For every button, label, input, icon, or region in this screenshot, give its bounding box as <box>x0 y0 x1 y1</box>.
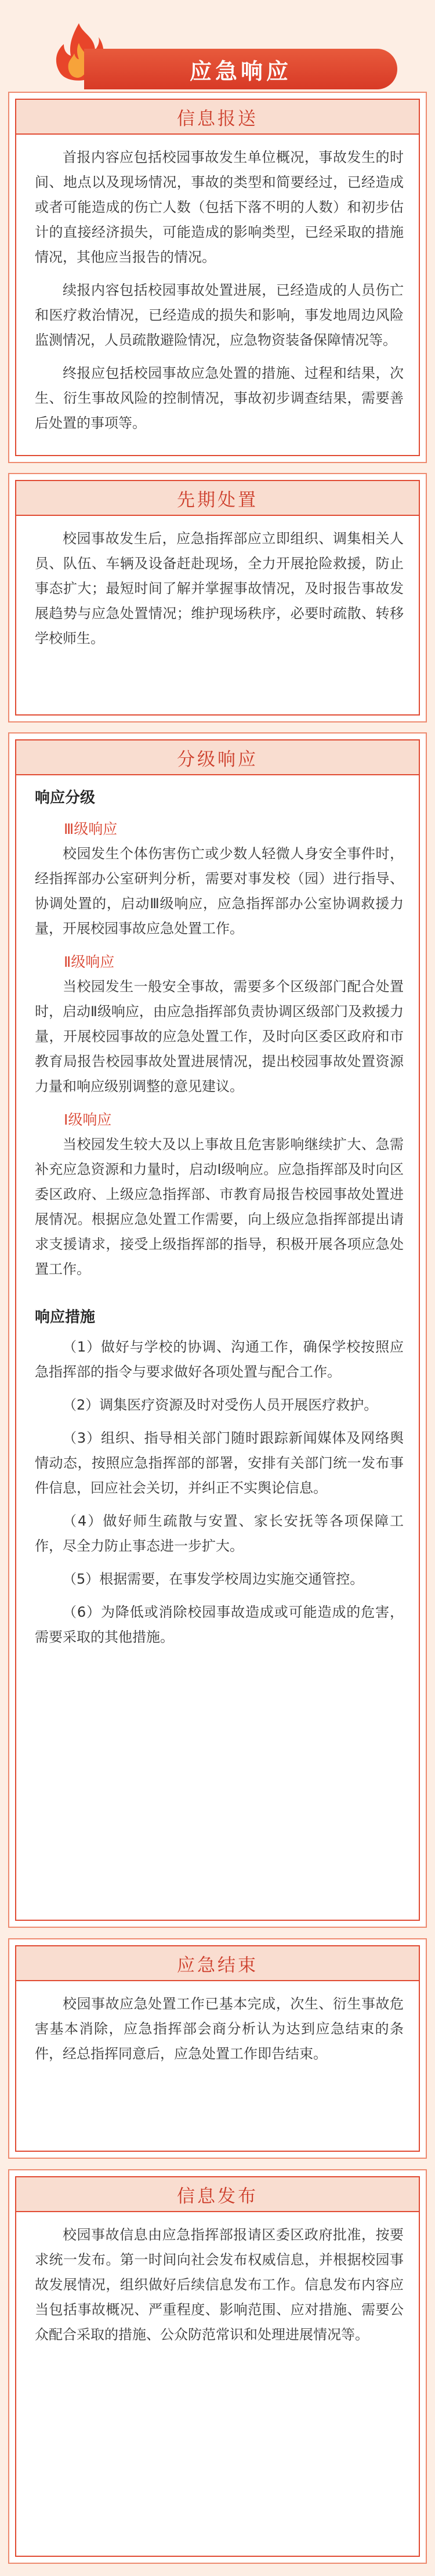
paragraph: 校园事故信息由应急指挥部报请区委区政府批准，按要求统一发布。第一时间向社会发布权威信息，并根据校园事故发展情况，组织做好后续信息发布工作。信息发布内容应当包括事故概况、严重程度、影响范围、应对措施、需要公众配合采取的措施、公众防范常识和处理进展情况等。 <box>35 2227 404 2343</box>
paragraph: 校园事故发生后，应急指挥部应立即组织、调集相关人员、队伍、车辆及设备赶赴现场，全力开展抢险救援，防止事态扩大；最短时间了解并掌握事故情况，及时报告事故发展趋势与应急处置情况；维护现场秩序，必要时疏散、转移学校师生。 <box>35 530 404 646</box>
page-title: 应急响应 <box>84 49 397 89</box>
section-graded-response <box>8 732 427 1928</box>
level-3-title: Ⅲ级响应 <box>64 821 118 837</box>
section-response-end <box>8 1938 427 2159</box>
section-title: 分级响应 <box>16 740 419 775</box>
measure-item: （2）调集医疗资源及时对受伤人员开展医疗救护。 <box>63 1397 378 1413</box>
section-title: 信息发布 <box>16 2177 419 2212</box>
paragraph: 续报内容包括校园事故处置进展，已经造成的人员伤亡和医疗救治情况，已经造成的损失和影响，事发地周边风险监测情况，人员疏散避险情况，应急物资装备保障情况等。 <box>35 282 404 348</box>
measure-item: （1）做好与学校的协调、沟通工作，确保学校按照应急指挥部的指令与要求做好各项处置与配合工作。 <box>35 1339 404 1380</box>
paragraph: 终报应包括校园事故应急处置的措施、过程和结果，次生、衍生事故风险的控制情况，事故初步调查结果，需要善后处置的事项等。 <box>35 365 404 431</box>
level-2-text: 当校园发生一般安全事故，需要多个区级部门配合处置时，启动Ⅱ级响应，由应急指挥部负责协调区级部门及救援力量，开展校园事故的应急处置工作，及时向区委区政府和市教育局报告校园事故处置进展情况，提出校园事故处置资源力量和响应级别调整的意见建议。 <box>35 978 404 1094</box>
paragraph: 首报内容应包括校园事故发生单位概况，事故发生的时间、地点以及现场情况，事故的类型和简要经过，已经造成或者可能造成的伤亡人数（包括下落不明的人数）和初步估计的直接经济损失，可能造成的影响类型，已经采取的措施情况，其他应当报告的情况。 <box>35 149 404 265</box>
level-1-title: Ⅰ级响应 <box>64 1111 112 1128</box>
measure-item: （6）为降低或消除校园事故造成或可能造成的危害，需要采取的其他措施。 <box>35 1604 404 1645</box>
section-title: 应急结束 <box>16 1946 419 1981</box>
section-title: 先期处置 <box>16 481 419 516</box>
level-1-text: 当校园发生较大及以上事故且危害影响继续扩大、急需补充应急资源和力量时，启动Ⅰ级响应。应急指挥部及时向区委区政府、上级应急指挥部、市教育局报告校园事故处置进展情况。根据应急处置工作需要，向上级应急指挥部提出请求支援请求，接受上级指挥部的指导，积极开展各项应急处置工作。 <box>35 1136 404 1277</box>
section-early-response <box>8 473 427 722</box>
measure-item: （3）组织、指导相关部门随时跟踪新闻媒体及网络舆情动态，按照应急指挥部的部署，安排有关部门统一发布事件信息，回应社会关切，并纠正不实舆论信息。 <box>35 1430 404 1496</box>
levels-heading: 响应分级 <box>35 789 96 807</box>
page-header <box>23 16 412 86</box>
level-2-title: Ⅱ级响应 <box>64 953 115 970</box>
measure-item: （5）根据需要，在事发学校周边实施交通管控。 <box>63 1571 364 1587</box>
paragraph: 校园事故应急处置工作已基本完成，次生、衍生事故危害基本消除，应急指挥部会商分析认为达到应急结束的条件，经总指挥同意后，应急处置工作即告结束。 <box>35 1996 404 2062</box>
level-3-text: 校园发生个体伤害伤亡或少数人轻微人身安全事件时，经指挥部办公室研判分析，需要对事发校（园）进行指导、协调处置的，启动Ⅲ级响应，应急指挥部办公室协调救援力量，开展校园事故应急处置工作。 <box>35 846 404 937</box>
section-info-report <box>8 92 427 463</box>
measures-heading: 响应措施 <box>35 1309 96 1326</box>
section-info-release <box>8 2169 427 2564</box>
measure-item: （4）做好师生疏散与安置、家长安抚等各项保障工作，尽全力防止事态进一步扩大。 <box>35 1513 404 1554</box>
section-title: 信息报送 <box>16 100 419 135</box>
